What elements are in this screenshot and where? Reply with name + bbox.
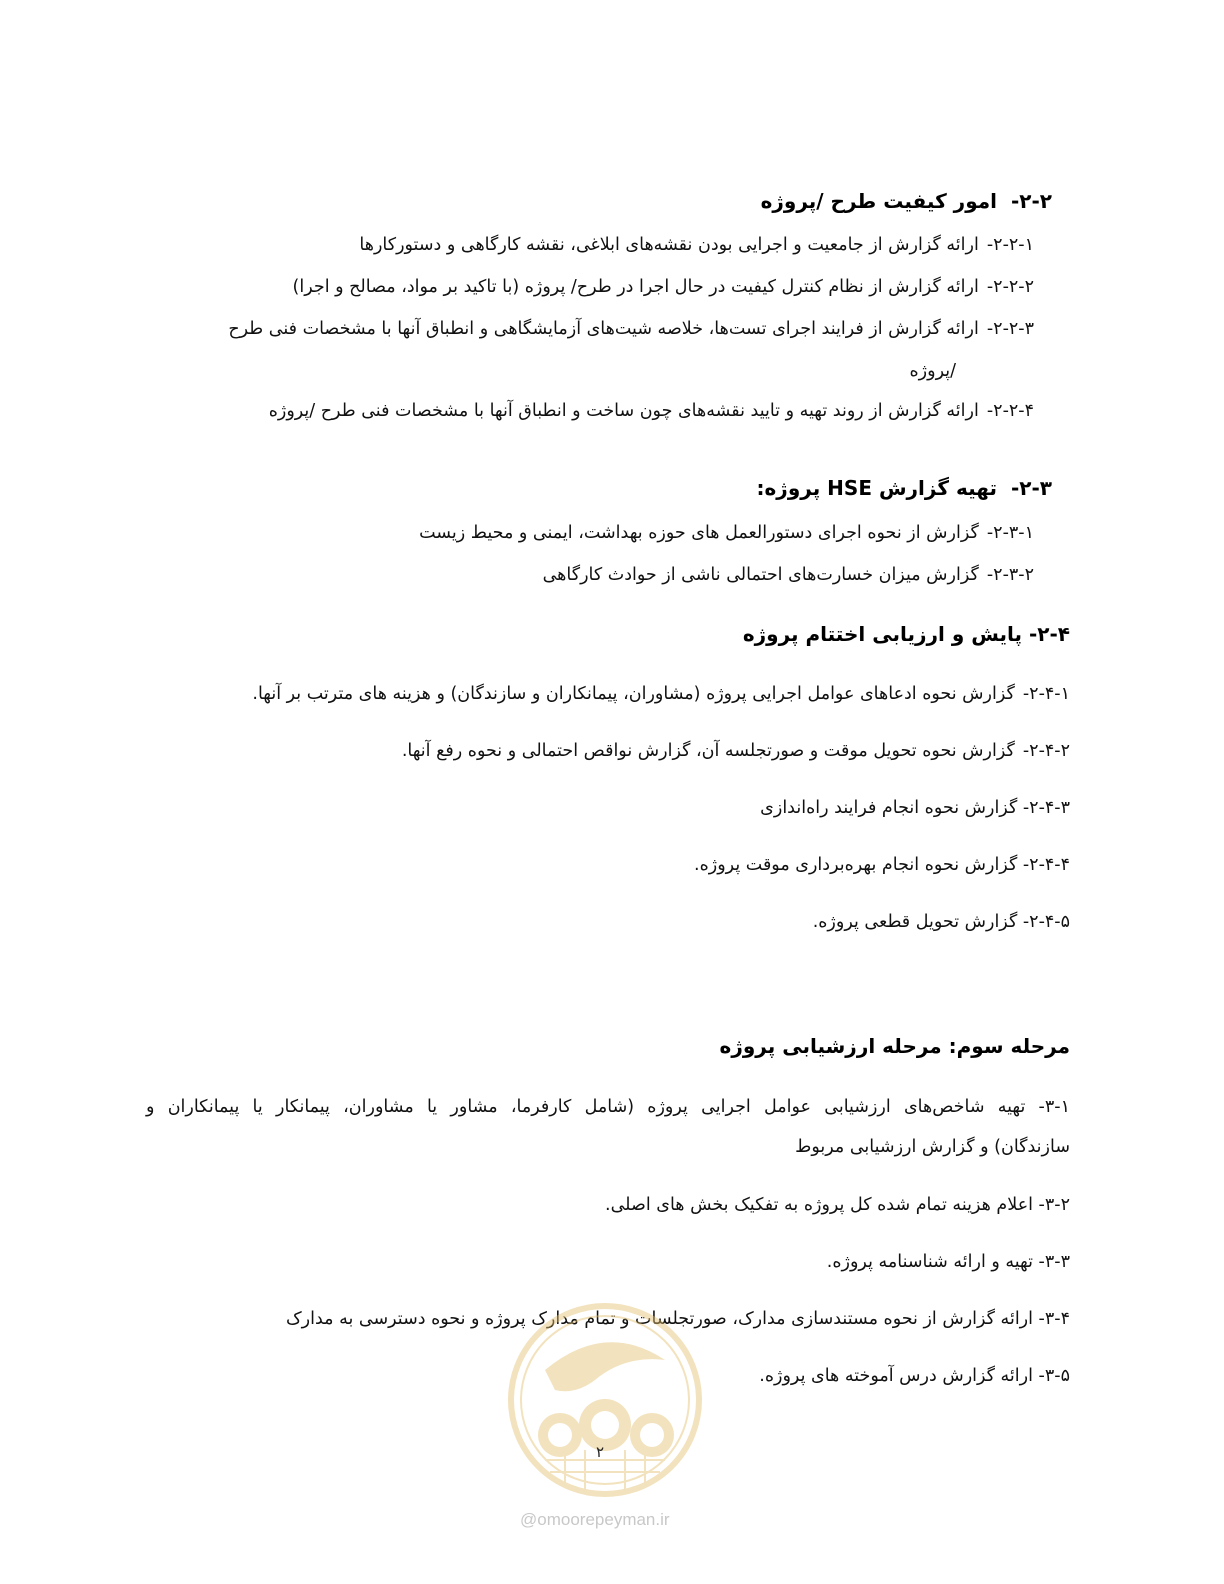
item-text: ارائه گزارش از نظام کنترل کیفیت در حال اجرا در طرح/ پروژه (با تاکید بر مواد، مصالح و اجرا): [292, 277, 979, 297]
list-item: [228, 316, 1034, 342]
list-item: [269, 398, 1034, 424]
item-number: ۲-۴-۲-: [1022, 741, 1070, 761]
stage-3-heading: مرحله سوم: مرحله ارزشیابی پروژه: [719, 1034, 1070, 1058]
item-number: ۲-۳-۲-: [986, 565, 1034, 585]
section-2-2-heading: [761, 186, 1052, 216]
list-item: ۳-۲- اعلام هزینه تمام شده کل پروژه به تفکیک بخش های اصلی.: [605, 1195, 1070, 1215]
list-item: [252, 681, 1070, 707]
item-text: ارائه گزارش از جامعیت و اجرایی بودن نقشه‌های ابلاغی، نقشه کارگاهی و دستورکارها: [359, 235, 979, 255]
item-text: ارائه گزارش از روند تهیه و تایید نقشه‌های چون ساخت و انطباق آنها با مشخصات فنی طرح /پروژه: [268, 401, 979, 421]
stage-3-item-1-line-2: سازندگان) و گزارش ارزشیابی مربوط: [795, 1137, 1070, 1157]
list-item: ۲-۴-۳- گزارش نحوه انجام فرایند راه‌اندازی: [760, 798, 1070, 818]
page-number: ۲: [596, 1443, 605, 1461]
item-number: ۲-۲-۲-: [986, 277, 1034, 297]
item-text: گزارش نحوه تحویل موقت و صورتجلسه آن، گزارش نواقص احتمالی و نحوه رفع آنها.: [401, 741, 1015, 761]
list-item: ۳-۳- تهیه و ارائه شناسنامه پروژه.: [826, 1252, 1070, 1272]
list-item: ۳-۵- ارائه گزارش درس آموخته های پروژه.: [759, 1366, 1070, 1386]
section-2-4-heading: ۲-۴- پایش و ارزیابی اختتام پروژه: [742, 622, 1070, 646]
section-2-3-number: ۲-۳-: [1010, 476, 1052, 500]
section-2-2-number: ۲-۲-: [1010, 189, 1052, 213]
item-number: ۲-۲-۱-: [986, 235, 1034, 255]
list-item: [543, 562, 1034, 588]
list-item-continuation: /پروژه: [909, 361, 956, 381]
section-2-2-title: امور کیفیت طرح /پروژه: [760, 189, 997, 213]
watermark-site: @omoorepeyman.ir: [520, 1510, 670, 1529]
list-item: ۲-۴-۴- گزارش نحوه انجام بهره‌برداری موقت پروژه.: [694, 855, 1070, 875]
item-text: گزارش نحوه ادعاهای عوامل اجرایی پروژه (مشاوران، پیمانکاران و سازندگان) و هزینه های مترتب بر آنها.: [252, 684, 1015, 704]
list-item: [419, 520, 1034, 546]
list-item: ۳-۴- ارائه گزارش از نحوه مستندسازی مدارک، صورتجلسات و تمام مدارک پروژه و نحوه دسترسی به مدارک: [285, 1309, 1070, 1329]
list-item: [402, 738, 1070, 764]
item-text: گزارش میزان خسارت‌های احتمالی ناشی از حوادث کارگاهی: [542, 565, 979, 585]
watermark-logo-icon: [505, 1300, 705, 1500]
item-number: ۲-۲-۴-: [986, 401, 1034, 421]
list-item: [359, 232, 1034, 258]
item-number: ۲-۲-۳-: [986, 319, 1034, 339]
item-number: ۲-۴-۱-: [1022, 684, 1070, 704]
item-text: ارائه گزارش از فرایند اجرای تست‌ها، خلاصه شیت‌های آزمایشگاهی و انطباق آنها با مشخصات فنی طرح: [228, 319, 979, 339]
list-item: [293, 274, 1034, 300]
section-2-3-title: تهیه گزارش HSE پروژه:: [756, 476, 997, 500]
section-2-3-heading: [757, 473, 1053, 503]
stage-3-item-1-line-1: ۳-۱- تهیه شاخص‌های ارزشیابی عوامل اجرایی پروژه (شامل کارفرما، مشاور یا مشاوران، پیمانکار یا پیمانکاران و: [146, 1097, 1070, 1117]
watermark-site-text: omoorepeyman.ir: [537, 1510, 670, 1529]
item-text: گزارش از نحوه اجرای دستورالعمل های حوزه بهداشت، ایمنی و محیط زیست: [419, 523, 979, 543]
item-number: ۲-۳-۱-: [986, 523, 1034, 543]
list-item: ۲-۴-۵- گزارش تحویل قطعی پروژه.: [812, 912, 1070, 932]
